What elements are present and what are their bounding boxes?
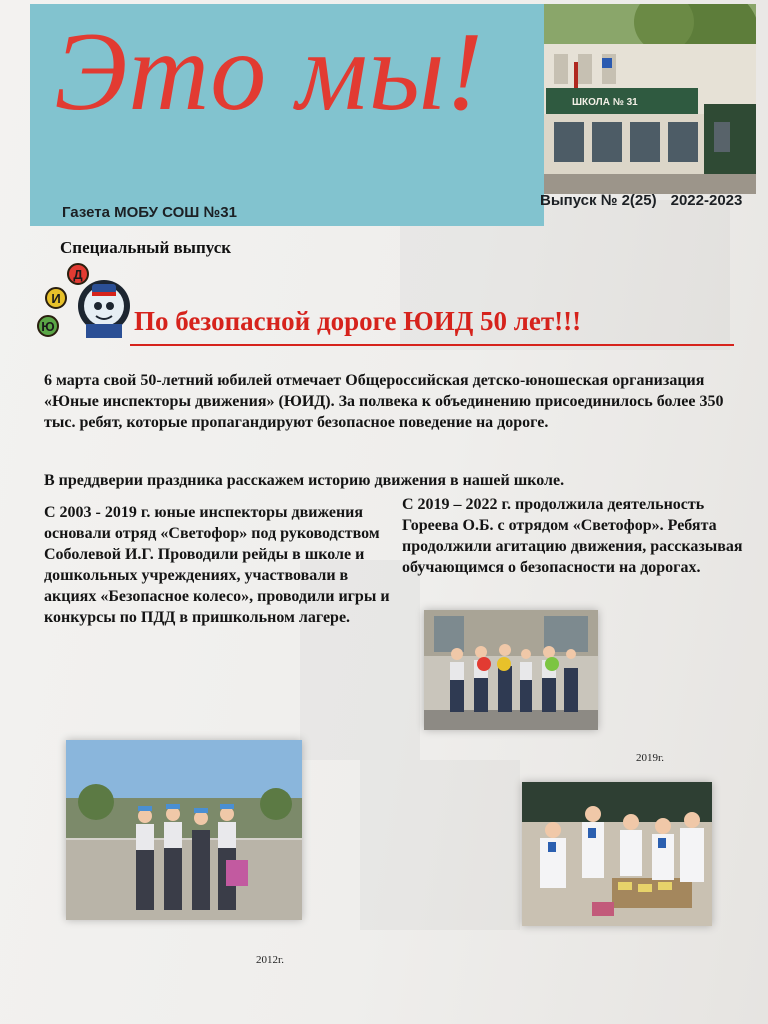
lead-paragraph: В преддверии праздника расскажем историю движения в нашей школе. xyxy=(44,472,565,489)
photo-2012-group xyxy=(66,740,302,920)
photo-2019-group xyxy=(424,610,598,730)
traffic-inspector-mascot-icon xyxy=(78,280,130,338)
issue-info xyxy=(540,192,742,209)
newspaper-name: Газета МОБУ СОШ №31 xyxy=(62,204,237,221)
logo-letter-yu: Ю xyxy=(41,319,55,334)
issue-number: Выпуск № 2(25) xyxy=(540,192,657,209)
photo-classroom xyxy=(522,782,712,926)
newspaper-title: Это мы! xyxy=(54,10,484,134)
school-sign-text: ШКОЛА № 31 xyxy=(572,97,638,108)
yuid-logo xyxy=(34,262,132,344)
photo-2019-caption: 2019г. xyxy=(636,752,665,764)
headline: По безопасной дороге ЮИД 50 лет!!! xyxy=(134,306,582,336)
logo-letter-d: Д xyxy=(73,267,83,282)
school-building-photo xyxy=(544,4,756,194)
bleed-through-text-area xyxy=(360,760,520,930)
right-column-text: С 2019 – 2022 г. продолжила деятельность Гореева О.Б. с отрядом «Светофор». Ребята продолжили агитацию движения, рассказывая обучающимся о безопасности на дорогах. xyxy=(402,496,743,576)
headline-underline xyxy=(130,344,734,346)
left-column-text: С 2003 - 2019 г. юные инспекторы движения основали отряд «Светофор» под руководством Соболевой И.Г. Проводили рейды в школе и дошкольных учреждениях, участвовали в акциях «Безопасное колесо», проводили игры и конкурсы по ПДД в пришкольном лагере. xyxy=(44,504,390,626)
photo-2012-caption: 2012г. xyxy=(256,954,285,966)
issue-years: 2022-2023 xyxy=(670,192,743,209)
logo-letter-i: И xyxy=(51,291,61,306)
special-edition-label: Специальный выпуск xyxy=(60,238,232,257)
masthead xyxy=(30,4,544,226)
intro-paragraph: 6 марта свой 50-летний юбилей отмечает Общероссийская детско-юношеская организация «Юные инспекторы движения» (ЮИД). За полвека к объединению присоединилось более 350 тыс. ребят, которые пропагандируют безопасное поведение на дороге. xyxy=(44,372,724,431)
